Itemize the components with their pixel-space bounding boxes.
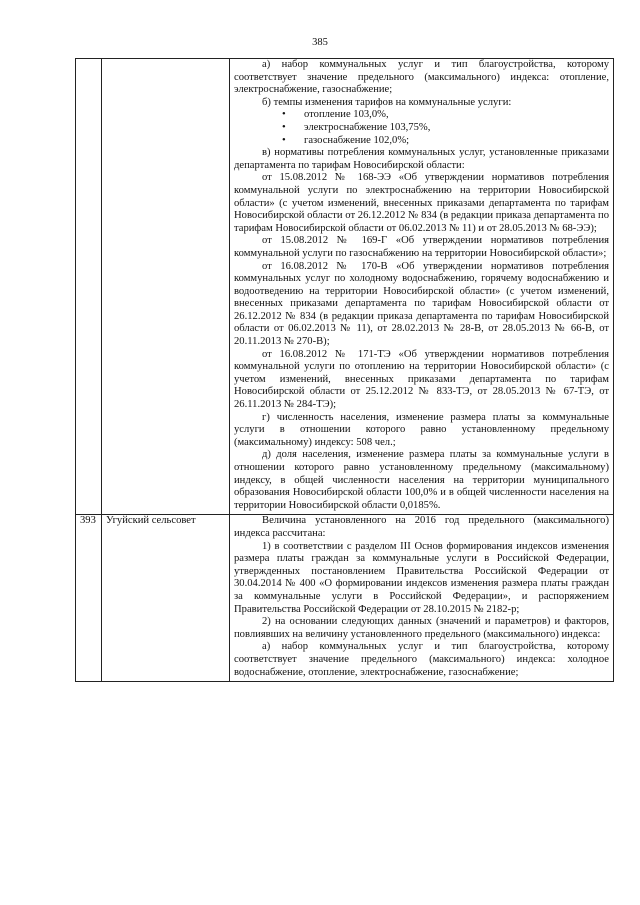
paragraph: 1) в соответствии с разделом III Основ формирования индексов изменения размера платы граждан за коммунальные услуги в Российской Федерации, утвержденных постановлением Правительства Российской Федерации от 30.04.2014 № 400 «О формировании индексов изменения размера платы граждан за коммунальные услуги в Российской Федерации», и распоряжением Правительства Российской Федерации от 28.10.2015 № 2182-р; (234, 540, 609, 615)
municipality-cell (102, 59, 230, 515)
paragraph: от 15.08.2012 № 169-Г «Об утверждении нормативов потребления коммунальной услуги по газоснабжению на территории Новосибирской области»; (234, 235, 609, 259)
table-row (76, 515, 614, 682)
paragraph: а) набор коммунальных услуг и тип благоустройства, которому соответствует значение предельного (максимального) индекса: холодное водоснабжение, отопление, электроснабжение, газоснабжение; (234, 641, 609, 678)
paragraph: в) нормативы потребления коммунальных услуг, установленные приказами департамента по тарифам Новосибирской области: (234, 147, 609, 171)
paragraph: от 15.08.2012 № 168-ЭЭ «Об утверждении нормативов потребления коммунальной услуги по электроснабжению на территории Новосибирской области» (с учетом изменений, внесенных приказами департамента по тарифам Новосибирской области от 26.12.2012 № 834 (в редакции приказа департамента по тарифам Новосибирской области от 06.02.2013 № 11) и от 28.05.2013 № 68-ЭЭ); (234, 172, 609, 234)
page-number: 385 (312, 37, 328, 48)
paragraph: от 16.08.2012 № 171-ТЭ «Об утверждении нормативов потребления коммунальной услуги по отоплению на территории Новосибирской области» (с учетом изменений, внесенных приказами департамента по тарифам Новосибирской области от 25.12.2012 № 833-ТЭ, от 28.05.2013 № 67-ТЭ, от 26.11.2013 № 284-ТЭ); (234, 348, 609, 411)
paragraph: г) численность населения, изменение размера платы за коммунальные услуги в отношении которого равно установленному предельному (максимальному) индексу: 508 чел.; (234, 411, 609, 448)
paragraph: от 16.08.2012 № 170-В «Об утверждении нормативов потребления коммунальных услуг по холодному водоснабжению, горячему водоснабжению и водоотведению на территории Новосибирской области» (с учетом изменений, внесенных приказами департамента по тарифам Новосибирской области от 26.12.2012 № 834 (в редакции приказа департамента по тарифам Новосибирской области от 06.02.2013 № 11), от 28.02.2013 № 28-В, от 28.05.2013 № 66-В, от 20.11.2013 № 270-В); (234, 260, 609, 348)
list-item: • отопление 103,0%, (304, 109, 609, 122)
list-item: • электроснабжение 103,75%, (304, 122, 609, 135)
description-cell (230, 515, 614, 682)
row-number-cell: 393 (76, 515, 102, 682)
paragraph: Величина установленного на 2016 год предельного (максимального) индекса рассчитана: (234, 515, 609, 539)
paragraph: б) темпы изменения тарифов на коммунальные услуги: (262, 96, 512, 108)
municipality-cell: Угуйский сельсовет (102, 515, 230, 682)
description-cell (230, 59, 614, 515)
row-number-cell (76, 59, 102, 515)
indices-table (75, 58, 614, 682)
paragraph: 2) на основании следующих данных (значений и параметров) и факторов, повлиявших на величину установленного предельного (максимального) индекса: (234, 616, 609, 640)
list-item: • газоснабжение 102,0%; (304, 135, 609, 148)
table-row (76, 59, 614, 515)
tariff-list (234, 109, 609, 147)
paragraph: а) набор коммунальных услуг и тип благоустройства, которому соответствует значение предельного (максимального) индекса: отопление, электроснабжение, газоснабжение; (234, 59, 609, 96)
paragraph: д) доля населения, изменение размера платы за коммунальные услуги в отношении которого равно установленному предельному (максимальному) индексу, в общей численности населения на территории муниципального образования Новосибирской области 100,0% и в общей численности населения на территории Новосибирской области 0,0185%. (234, 449, 609, 511)
